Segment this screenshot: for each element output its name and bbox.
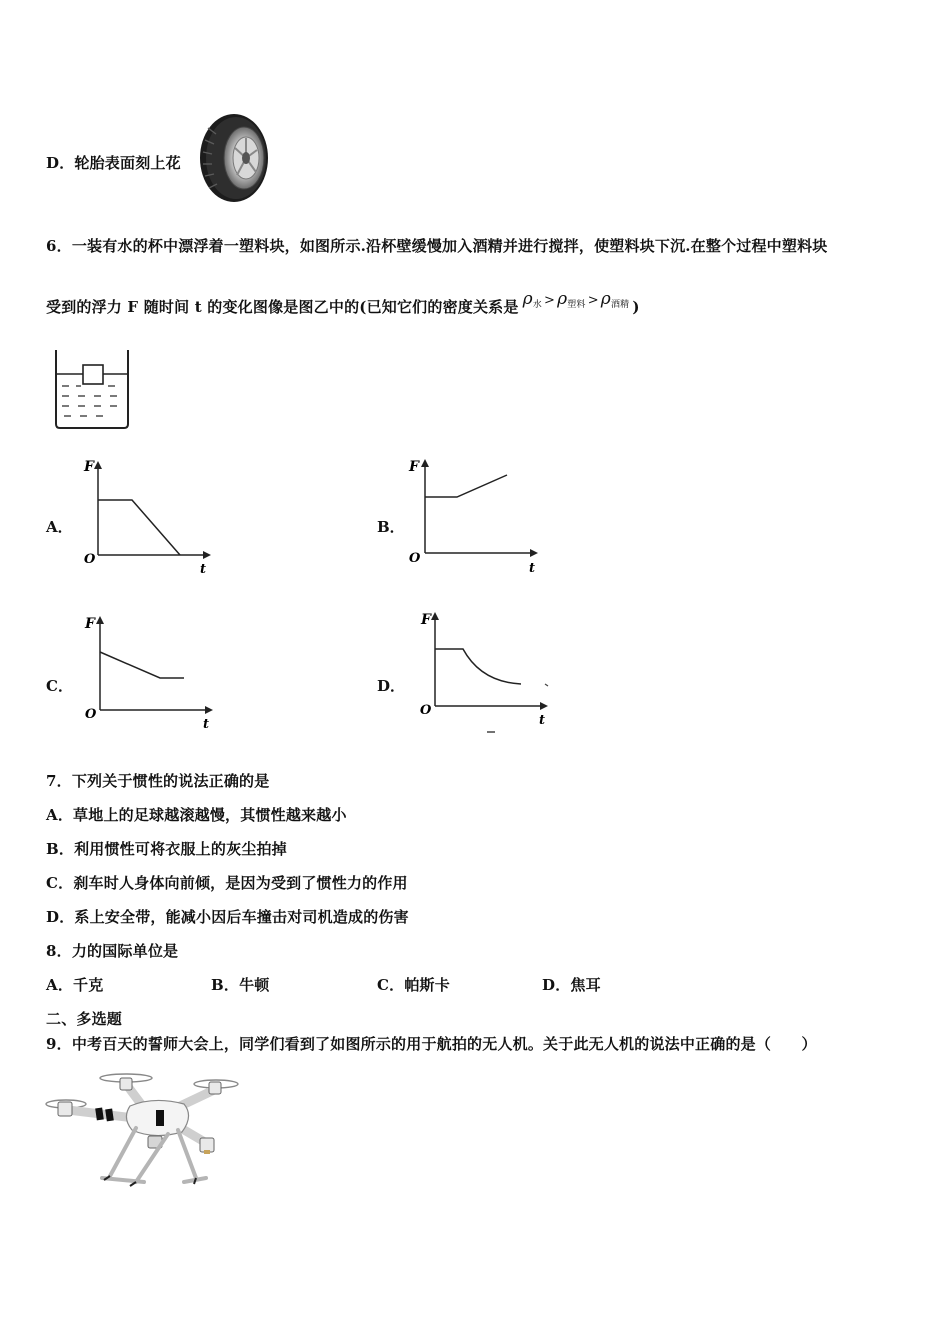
graph-c-axis-f: F [85, 616, 95, 632]
drone-image [44, 1066, 240, 1190]
density-relation [523, 290, 630, 308]
q8-option-d: D．焦耳 [542, 976, 601, 994]
q6-option-c-label: C． [46, 677, 73, 695]
q9-stem: 9．中考百天的誓师大会上，同学们看到了如图所示的用于航拍的无人机。关于此无人机的说法中正确的是（ ） [46, 1035, 817, 1053]
graph-c-curve [100, 652, 184, 678]
rho-water: ρ [522, 289, 533, 309]
beaker-diagram [50, 346, 136, 434]
graph-d-axis-f: F [421, 612, 431, 628]
q6-stem-line1: 6．一装有水的杯中漂浮着一塑料块，如图所示.沿杯壁缓慢加入酒精并进行搅拌，使塑料块下沉.在整个过程中塑料块 [46, 237, 828, 255]
graph-c-axis-t: t [203, 717, 210, 732]
graph-a-curve [98, 500, 180, 555]
q7-option-b: B．利用惯性可将衣服上的灰尘拍掉 [46, 840, 287, 858]
rho-water-sub: 水 [532, 300, 542, 310]
tire-image [196, 108, 276, 204]
rho-alcohol-sub: 酒精 [610, 300, 630, 310]
q7-option-a: A．草地上的足球越滚越慢，其惯性越来越小 [46, 806, 347, 824]
q6-stem-line2 [46, 289, 640, 323]
gt-sign-1: > [543, 293, 556, 308]
q6-option-b-label: B． [377, 518, 405, 536]
gt-sign-2: > [587, 293, 599, 308]
graph-b-axis-f: F [409, 459, 419, 475]
rho-alcohol: ρ [600, 289, 611, 309]
graph-d [415, 606, 560, 734]
rho-plastic-sub: 塑料 [567, 300, 586, 310]
graph-d-origin: O [420, 703, 432, 718]
graph-b [405, 455, 545, 577]
graph-c [80, 612, 220, 734]
graph-b-origin: O [409, 551, 421, 566]
q5-option-d: D．轮胎表面刻上花 [46, 154, 181, 172]
graph-c-origin: O [85, 707, 97, 722]
graph-a-axis-f: F [84, 459, 94, 475]
q8-option-a: A．千克 [46, 976, 104, 994]
q7-option-d: D．系上安全带，能减小因后车撞击对司机造成的伤害 [46, 908, 409, 926]
rho-plastic: ρ [557, 289, 568, 309]
q8-option-b: B．牛顿 [211, 976, 270, 994]
graph-a-axis-t: t [200, 562, 207, 577]
q6-option-d-label: D． [377, 677, 406, 695]
q6-option-a-label: A． [46, 518, 73, 536]
q8-stem: 8．力的国际单位是 [46, 942, 179, 960]
graph-a [80, 455, 220, 577]
section-multi-choice-title: 二、多选题 [46, 1010, 123, 1028]
graph-b-axis-t: t [529, 561, 536, 576]
graph-d-curve [435, 649, 521, 684]
graph-b-curve [425, 475, 507, 497]
q7-option-c: C．刹车时人身体向前倾，是因为受到了惯性力的作用 [46, 874, 408, 892]
q6-stem-line2-end: ) [632, 298, 640, 316]
q6-stem-line2-text: 受到的浮力 F 随时间 t 的变化图像是图乙中的(已知它们的密度关系是 [46, 298, 519, 316]
graph-d-axis-t: t [539, 713, 546, 728]
q8-option-c: C．帕斯卡 [377, 976, 450, 994]
q7-stem: 7．下列关于惯性的说法正确的是 [46, 772, 270, 790]
graph-a-origin: O [84, 552, 96, 567]
